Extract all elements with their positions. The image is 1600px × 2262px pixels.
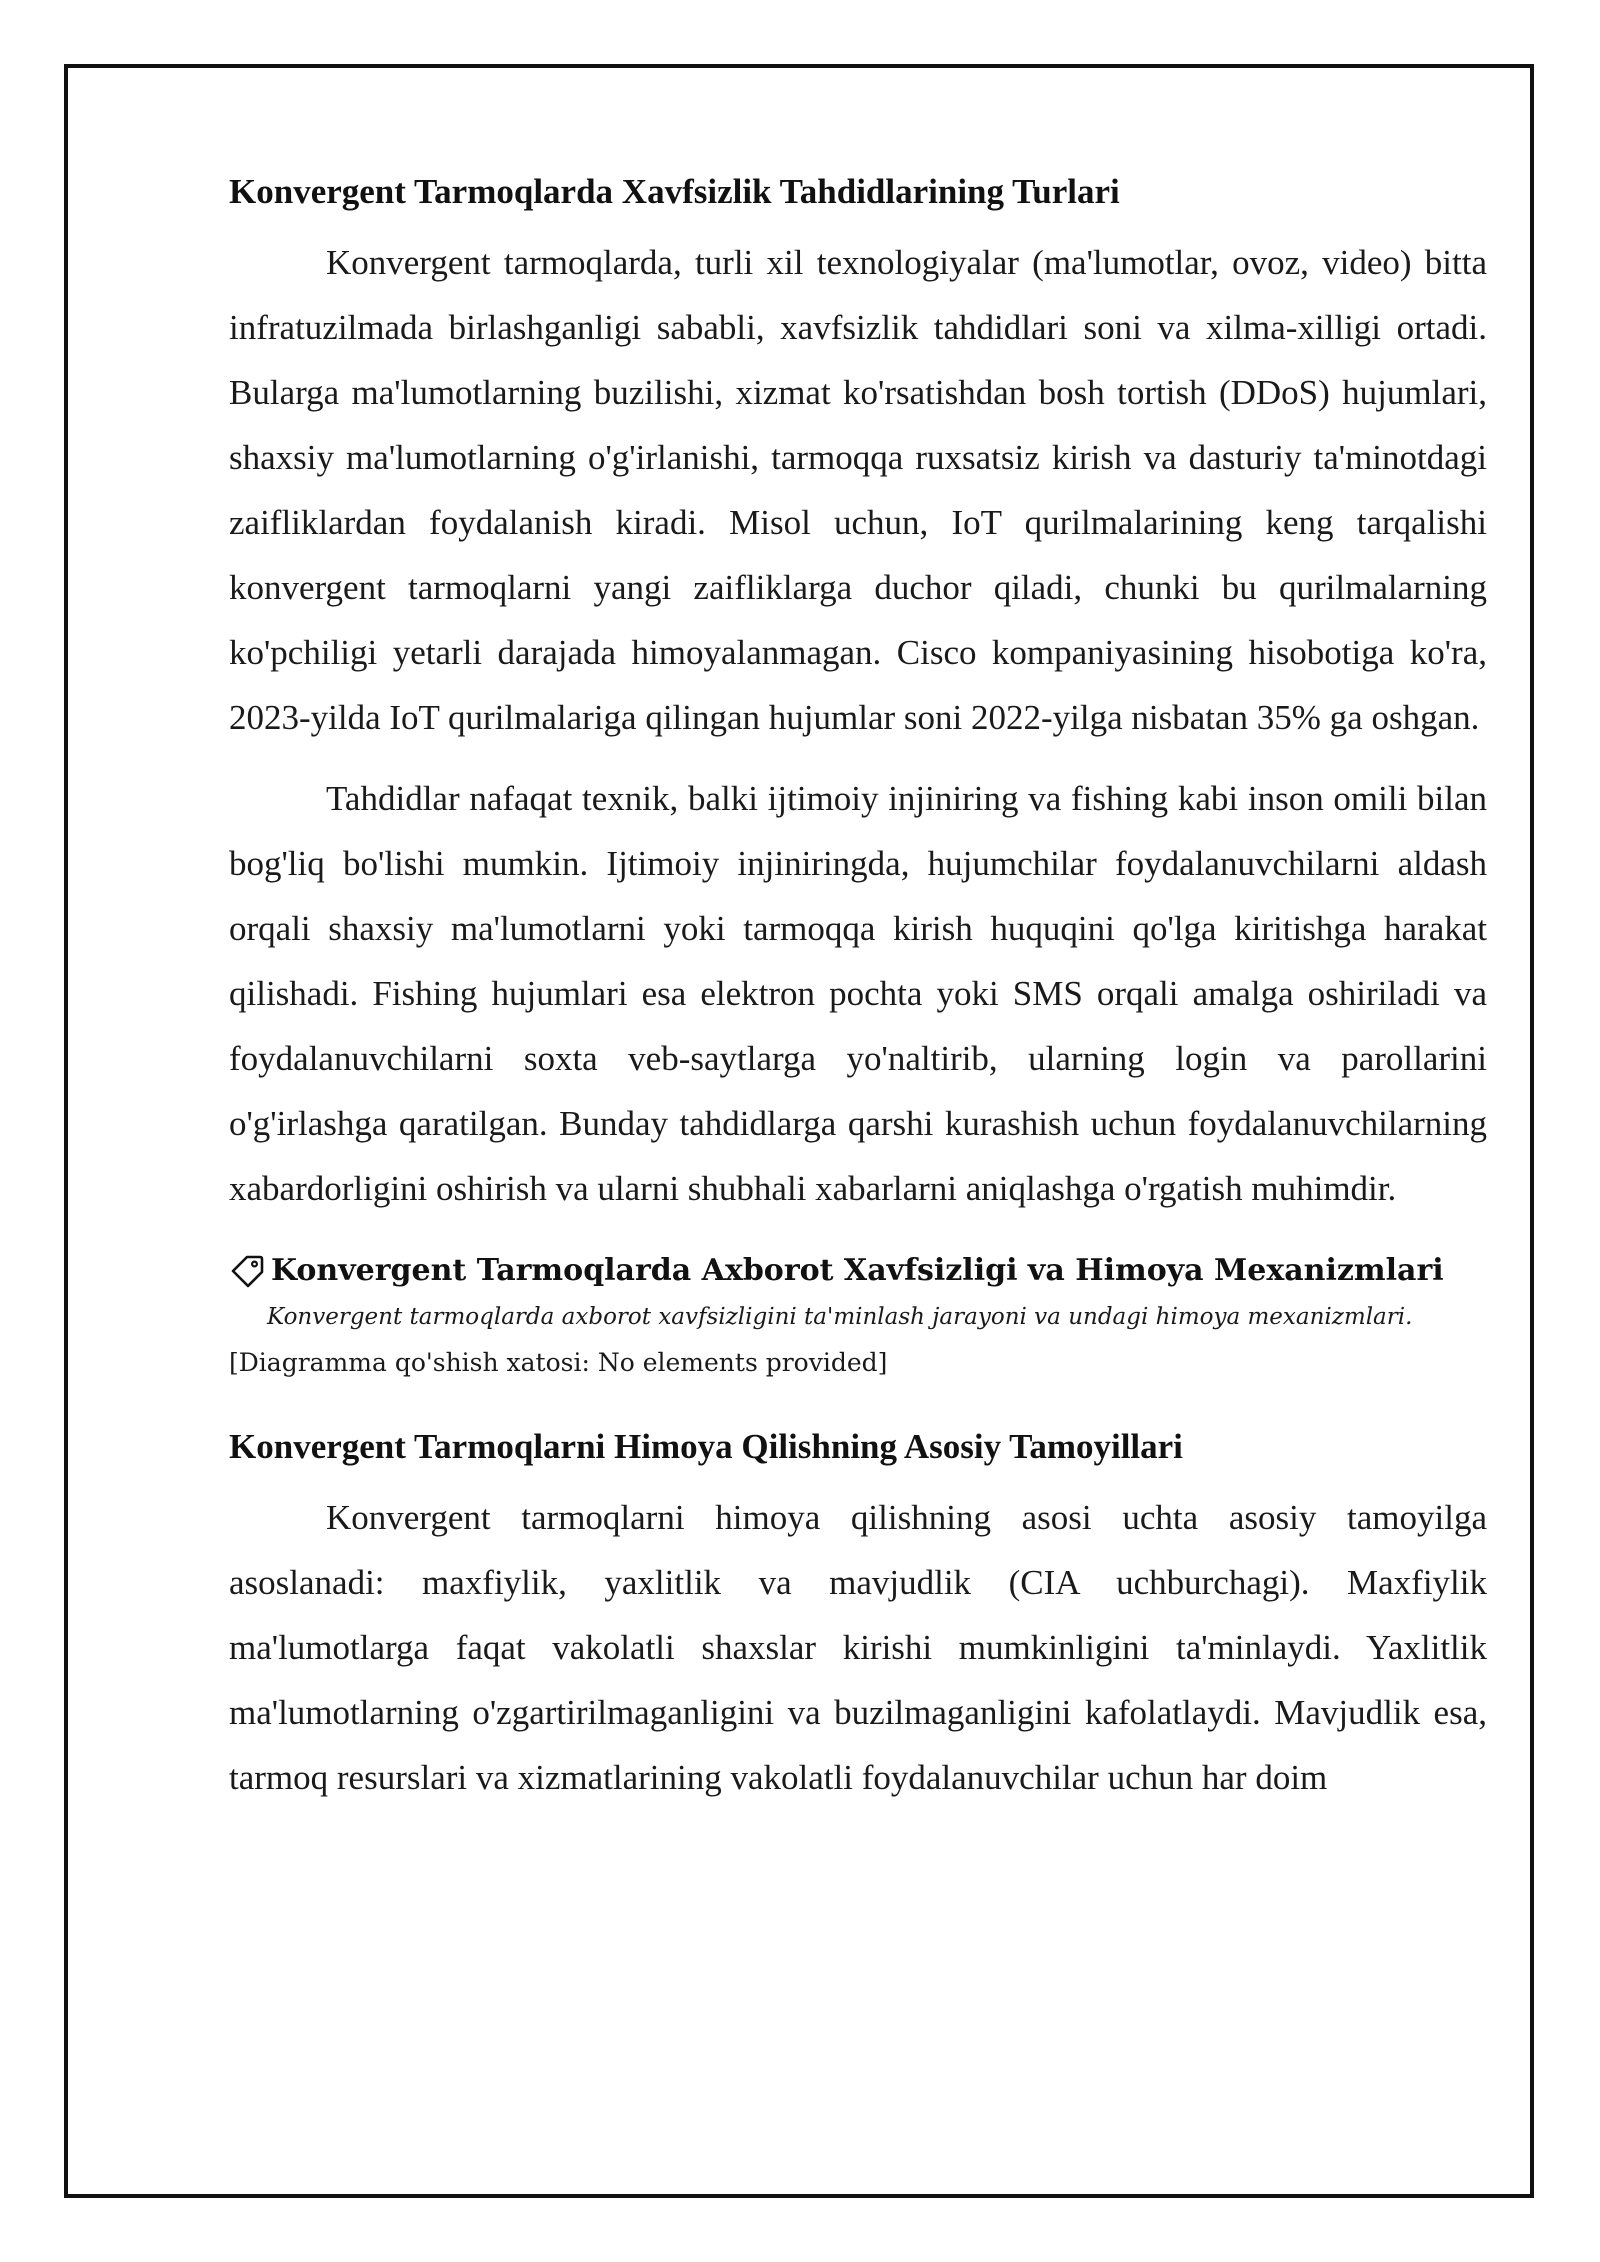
section-heading: Konvergent Tarmoqlarni Himoya Qilishning Asosiy Tamoyillari — [229, 1427, 1183, 1466]
figure-caption: Konvergent tarmoqlarda axborot xavfsizligini ta'minlash jarayoni va undagi himoya mexanizmlari. — [267, 1304, 1413, 1330]
section-protection-principles — [229, 1425, 1487, 1810]
tag-icon — [229, 1253, 265, 1289]
figure-title — [229, 1251, 1487, 1291]
figure-title-text: Konvergent Tarmoqlarda Axborot Xavfsizligi va Himoya Mexanizmlari — [271, 1253, 1444, 1288]
body-paragraph: Tahdidlar nafaqat texnik, balki ijtimoiy injiniring va fishing kabi inson omili bilan bog'liq bo'lishi mumkin. Ijtimoiy injiniringda, hujumchilar foydalanuvchilarni aldash orqali shaxsiy ma'lumotlarni yoki tarmoqqa kirish huquqini qo'lga kiritishga harakat qilishadi. Fishing hujumlari esa elektron pochta yoki SMS orqali amalga oshiriladi va foydalanuvchilarni soxta veb-saytlarga yo'naltirib, ularning login va parollarini o'g'irlashga qaratilgan. Bunday tahdidlarga qarshi kurashish uchun foydalanuvchilarning xabardorligini oshirish va ularni shubhali xabarlarni aniqlashga o'rgatish muhimdir. — [229, 779, 1487, 1208]
section-heading: Konvergent Tarmoqlarda Xavfsizlik Tahdidlarining Turlari — [229, 172, 1120, 211]
diagram-error-message: [Diagramma qo'shish xatosi: No elements provided] — [229, 1348, 888, 1377]
body-paragraph: Konvergent tarmoqlarni himoya qilishning asosi uchta asosiy tamoyilga asoslanadi: maxfiylik, yaxlitlik va mavjudlik (CIA uchburchagi). Maxfiylik ma'lumotlarga faqat vakolatli shaxslar kirishi mumkinligini ta'minlaydi. Yaxlitlik ma'lumotlarning o'zgartirilmaganligini va buzilmaganligini kafolatlaydi. Mavjudlik esa, tarmoq resurslari va xizmatlarining vakolatli foydalanuvchilar uchun har doim — [229, 1498, 1487, 1797]
body-paragraph: Konvergent tarmoqlarda, turli xil texnologiyalar (ma'lumotlar, ovoz, video) bitta infratuzilmada birlashganligi sababli, xavfsizlik tahdidlari soni va xilma-xilligi ortadi. Bularga ma'lumotlarning buzilishi, xizmat ko'rsatishdan bosh tortish (DDoS) hujumlari, shaxsiy ma'lumotlarning o'g'irlanishi, tarmoqqa ruxsatsiz kirish va dasturiy ta'minotdagi zaifliklardan foydalanish kiradi. Misol uchun, IoT qurilmalarining keng tarqalishi konvergent tarmoqlarni yangi zaifliklarga duchor qiladi, chunki bu qurilmalarning ko'pchiligi yetarli darajada himoyalanmagan. Cisco kompaniyasining hisobotiga ko'ra, 2023-yilda IoT qurilmalariga qilingan hujumlar soni 2022-yilga nisbatan 35% ga oshgan. — [229, 243, 1487, 737]
figure-block — [229, 1251, 1487, 1381]
document-content — [229, 170, 1487, 1826]
section-threat-types — [229, 170, 1487, 1221]
